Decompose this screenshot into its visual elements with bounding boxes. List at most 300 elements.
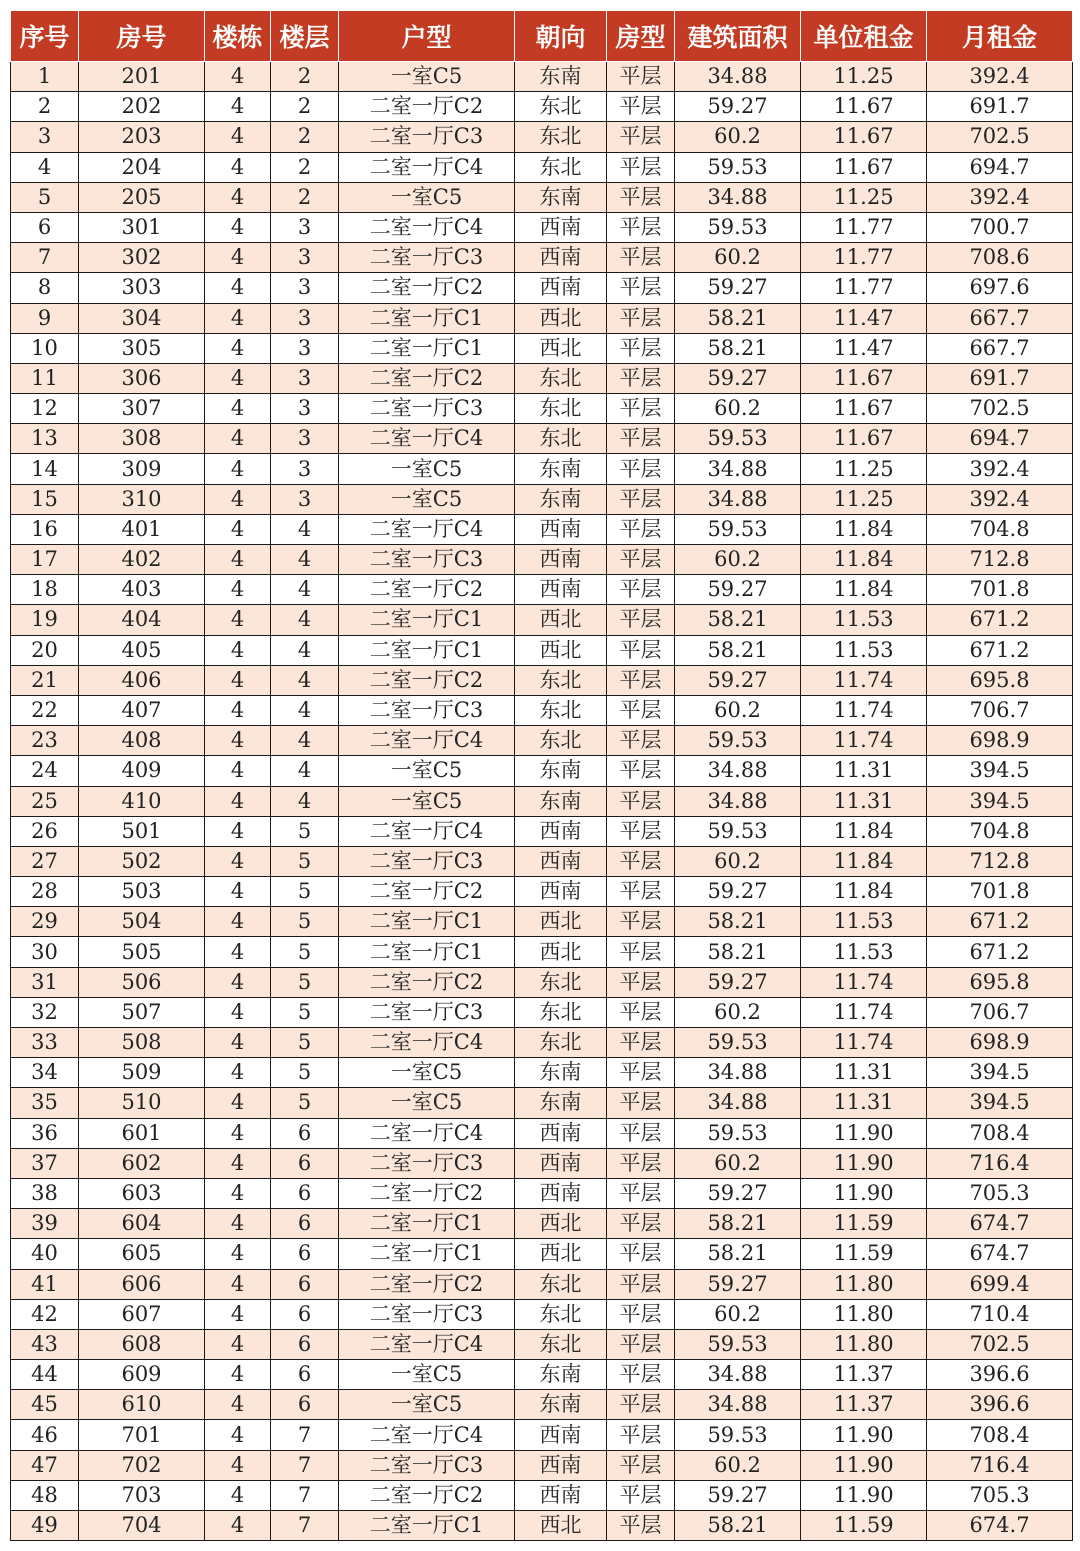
cell-room-number: 301	[79, 212, 205, 242]
cell-floor-area: 59.27	[675, 1480, 801, 1510]
cell-floor-area: 34.88	[675, 786, 801, 816]
cell-building: 4	[205, 1299, 271, 1329]
cell-building: 4	[205, 484, 271, 514]
header-building: 楼栋	[205, 11, 271, 62]
cell-orientation: 西南	[515, 1118, 607, 1148]
cell-index: 17	[11, 545, 79, 575]
cell-index: 35	[11, 1088, 79, 1118]
cell-unit-type: 二室一厅C2	[339, 1178, 515, 1208]
cell-unit-type: 一室C5	[339, 1088, 515, 1118]
cell-floor: 3	[271, 243, 339, 273]
table-row	[11, 243, 1073, 273]
cell-unit-type: 二室一厅C3	[339, 122, 515, 152]
cell-floor: 6	[271, 1269, 339, 1299]
cell-unit-type: 二室一厅C3	[339, 243, 515, 273]
cell-building: 4	[205, 816, 271, 846]
cell-room-number: 501	[79, 816, 205, 846]
table-row	[11, 846, 1073, 876]
cell-orientation: 东北	[515, 152, 607, 182]
cell-monthly-rent: 671.2	[927, 605, 1073, 635]
cell-floor-area: 59.53	[675, 514, 801, 544]
cell-building: 4	[205, 575, 271, 605]
table-row	[11, 1148, 1073, 1178]
cell-floor-area: 59.27	[675, 273, 801, 303]
cell-unit-rent: 11.90	[801, 1118, 927, 1148]
cell-unit-rent: 11.77	[801, 273, 927, 303]
cell-floor-area: 59.27	[675, 1269, 801, 1299]
header-room-style: 房型	[607, 11, 675, 62]
cell-room-number: 508	[79, 1028, 205, 1058]
table-row	[11, 756, 1073, 786]
cell-unit-type: 二室一厅C4	[339, 1028, 515, 1058]
cell-room-style: 平层	[607, 695, 675, 725]
cell-monthly-rent: 667.7	[927, 303, 1073, 333]
cell-room-number: 409	[79, 756, 205, 786]
table-row	[11, 424, 1073, 454]
cell-building: 4	[205, 846, 271, 876]
cell-monthly-rent: 702.5	[927, 1329, 1073, 1359]
cell-monthly-rent: 710.4	[927, 1299, 1073, 1329]
table-row	[11, 1299, 1073, 1329]
cell-monthly-rent: 674.7	[927, 1511, 1073, 1541]
header-index: 序号	[11, 11, 79, 62]
cell-monthly-rent: 699.4	[927, 1269, 1073, 1299]
cell-room-style: 平层	[607, 1450, 675, 1480]
cell-room-style: 平层	[607, 635, 675, 665]
cell-floor: 6	[271, 1299, 339, 1329]
cell-unit-type: 一室C5	[339, 454, 515, 484]
cell-unit-type: 一室C5	[339, 62, 515, 92]
cell-building: 4	[205, 937, 271, 967]
table-row	[11, 484, 1073, 514]
cell-room-style: 平层	[607, 1058, 675, 1088]
cell-floor: 6	[271, 1148, 339, 1178]
cell-monthly-rent: 712.8	[927, 545, 1073, 575]
cell-floor-area: 59.53	[675, 1028, 801, 1058]
cell-monthly-rent: 712.8	[927, 846, 1073, 876]
cell-floor: 3	[271, 363, 339, 393]
cell-room-style: 平层	[607, 1209, 675, 1239]
cell-room-number: 704	[79, 1511, 205, 1541]
cell-building: 4	[205, 424, 271, 454]
cell-floor-area: 60.2	[675, 1450, 801, 1480]
cell-floor-area: 34.88	[675, 454, 801, 484]
cell-building: 4	[205, 1118, 271, 1148]
cell-index: 15	[11, 484, 79, 514]
cell-room-style: 平层	[607, 1028, 675, 1058]
cell-room-style: 平层	[607, 846, 675, 876]
cell-room-number: 404	[79, 605, 205, 635]
table-row	[11, 92, 1073, 122]
cell-monthly-rent: 716.4	[927, 1148, 1073, 1178]
cell-unit-type: 二室一厅C1	[339, 1239, 515, 1269]
cell-room-number: 408	[79, 726, 205, 756]
cell-floor: 5	[271, 907, 339, 937]
cell-room-number: 701	[79, 1420, 205, 1450]
cell-room-number: 505	[79, 937, 205, 967]
table-row	[11, 303, 1073, 333]
cell-unit-rent: 11.80	[801, 1269, 927, 1299]
table-row	[11, 1450, 1073, 1480]
cell-index: 9	[11, 303, 79, 333]
cell-room-number: 609	[79, 1360, 205, 1390]
cell-floor-area: 59.53	[675, 816, 801, 846]
cell-building: 4	[205, 605, 271, 635]
cell-floor: 3	[271, 484, 339, 514]
cell-monthly-rent: 392.4	[927, 454, 1073, 484]
table-row	[11, 1118, 1073, 1148]
cell-unit-type: 二室一厅C4	[339, 1118, 515, 1148]
table-row	[11, 545, 1073, 575]
cell-unit-rent: 11.53	[801, 937, 927, 967]
cell-monthly-rent: 392.4	[927, 62, 1073, 92]
cell-floor: 3	[271, 212, 339, 242]
cell-room-number: 510	[79, 1088, 205, 1118]
cell-orientation: 东南	[515, 62, 607, 92]
header-room-number: 房号	[79, 11, 205, 62]
cell-room-number: 703	[79, 1480, 205, 1510]
cell-unit-rent: 11.67	[801, 92, 927, 122]
cell-unit-rent: 11.84	[801, 846, 927, 876]
cell-room-number: 205	[79, 182, 205, 212]
cell-unit-rent: 11.67	[801, 152, 927, 182]
cell-unit-type: 一室C5	[339, 182, 515, 212]
cell-index: 26	[11, 816, 79, 846]
cell-room-style: 平层	[607, 92, 675, 122]
cell-floor-area: 59.53	[675, 1118, 801, 1148]
cell-monthly-rent: 705.3	[927, 1480, 1073, 1510]
cell-floor: 5	[271, 1088, 339, 1118]
header-row	[11, 11, 1073, 62]
cell-index: 16	[11, 514, 79, 544]
table-row	[11, 695, 1073, 725]
cell-orientation: 东南	[515, 1390, 607, 1420]
cell-unit-type: 二室一厅C3	[339, 1299, 515, 1329]
cell-room-number: 406	[79, 665, 205, 695]
cell-index: 31	[11, 967, 79, 997]
cell-building: 4	[205, 907, 271, 937]
cell-floor: 6	[271, 1118, 339, 1148]
cell-floor-area: 59.53	[675, 212, 801, 242]
cell-room-style: 平层	[607, 937, 675, 967]
cell-orientation: 西北	[515, 333, 607, 363]
cell-unit-type: 二室一厅C2	[339, 665, 515, 695]
cell-floor-area: 34.88	[675, 1360, 801, 1390]
cell-index: 22	[11, 695, 79, 725]
cell-room-style: 平层	[607, 394, 675, 424]
table-row	[11, 62, 1073, 92]
cell-unit-rent: 11.31	[801, 1058, 927, 1088]
cell-orientation: 西北	[515, 907, 607, 937]
cell-index: 5	[11, 182, 79, 212]
cell-index: 21	[11, 665, 79, 695]
cell-monthly-rent: 701.8	[927, 877, 1073, 907]
cell-floor-area: 60.2	[675, 545, 801, 575]
cell-monthly-rent: 667.7	[927, 333, 1073, 363]
cell-unit-type: 二室一厅C2	[339, 1480, 515, 1510]
cell-orientation: 西南	[515, 545, 607, 575]
cell-room-style: 平层	[607, 1269, 675, 1299]
cell-floor-area: 58.21	[675, 605, 801, 635]
cell-unit-rent: 11.53	[801, 635, 927, 665]
cell-unit-rent: 11.84	[801, 575, 927, 605]
table-row	[11, 152, 1073, 182]
cell-floor-area: 60.2	[675, 1299, 801, 1329]
cell-floor: 7	[271, 1450, 339, 1480]
cell-index: 47	[11, 1450, 79, 1480]
cell-building: 4	[205, 786, 271, 816]
cell-orientation: 东南	[515, 1058, 607, 1088]
cell-orientation: 东北	[515, 363, 607, 393]
cell-unit-rent: 11.74	[801, 1028, 927, 1058]
cell-room-style: 平层	[607, 1118, 675, 1148]
cell-building: 4	[205, 152, 271, 182]
cell-unit-type: 二室一厅C1	[339, 605, 515, 635]
cell-monthly-rent: 698.9	[927, 1028, 1073, 1058]
cell-building: 4	[205, 545, 271, 575]
cell-floor-area: 34.88	[675, 62, 801, 92]
table-row	[11, 605, 1073, 635]
cell-floor-area: 59.27	[675, 575, 801, 605]
cell-building: 4	[205, 756, 271, 786]
cell-unit-rent: 11.47	[801, 303, 927, 333]
cell-building: 4	[205, 1239, 271, 1269]
cell-unit-type: 一室C5	[339, 786, 515, 816]
cell-room-number: 504	[79, 907, 205, 937]
cell-floor: 4	[271, 545, 339, 575]
cell-room-number: 407	[79, 695, 205, 725]
cell-monthly-rent: 394.5	[927, 1088, 1073, 1118]
cell-unit-rent: 11.80	[801, 1329, 927, 1359]
cell-monthly-rent: 708.4	[927, 1420, 1073, 1450]
cell-floor-area: 59.27	[675, 1178, 801, 1208]
cell-unit-type: 二室一厅C4	[339, 212, 515, 242]
cell-floor: 4	[271, 514, 339, 544]
cell-floor: 5	[271, 967, 339, 997]
cell-unit-type: 二室一厅C4	[339, 726, 515, 756]
cell-unit-rent: 11.25	[801, 484, 927, 514]
table-row	[11, 967, 1073, 997]
cell-monthly-rent: 701.8	[927, 575, 1073, 605]
cell-building: 4	[205, 1088, 271, 1118]
cell-floor: 3	[271, 333, 339, 363]
table-row	[11, 877, 1073, 907]
cell-room-style: 平层	[607, 1088, 675, 1118]
cell-unit-type: 二室一厅C4	[339, 1420, 515, 1450]
cell-building: 4	[205, 877, 271, 907]
cell-unit-type: 二室一厅C2	[339, 92, 515, 122]
cell-unit-type: 二室一厅C3	[339, 997, 515, 1027]
cell-index: 6	[11, 212, 79, 242]
cell-building: 4	[205, 1329, 271, 1359]
cell-orientation: 西南	[515, 1420, 607, 1450]
cell-building: 4	[205, 1511, 271, 1541]
cell-unit-rent: 11.84	[801, 877, 927, 907]
cell-monthly-rent: 394.5	[927, 1058, 1073, 1088]
cell-building: 4	[205, 182, 271, 212]
cell-building: 4	[205, 92, 271, 122]
cell-floor-area: 34.88	[675, 1390, 801, 1420]
cell-unit-rent: 11.90	[801, 1480, 927, 1510]
cell-unit-type: 二室一厅C1	[339, 937, 515, 967]
cell-building: 4	[205, 726, 271, 756]
cell-orientation: 西南	[515, 816, 607, 846]
cell-unit-rent: 11.90	[801, 1420, 927, 1450]
cell-floor-area: 34.88	[675, 1058, 801, 1088]
cell-unit-rent: 11.90	[801, 1148, 927, 1178]
cell-floor-area: 59.53	[675, 1420, 801, 1450]
cell-room-style: 平层	[607, 454, 675, 484]
cell-room-number: 304	[79, 303, 205, 333]
cell-floor: 2	[271, 152, 339, 182]
cell-monthly-rent: 705.3	[927, 1178, 1073, 1208]
cell-orientation: 东南	[515, 454, 607, 484]
cell-monthly-rent: 708.4	[927, 1118, 1073, 1148]
cell-orientation: 西南	[515, 514, 607, 544]
cell-unit-type: 二室一厅C4	[339, 514, 515, 544]
cell-room-number: 403	[79, 575, 205, 605]
cell-floor: 6	[271, 1390, 339, 1420]
cell-floor: 3	[271, 424, 339, 454]
cell-index: 8	[11, 273, 79, 303]
rent-table-container	[10, 10, 1073, 1541]
cell-orientation: 东北	[515, 997, 607, 1027]
cell-building: 4	[205, 1209, 271, 1239]
cell-building: 4	[205, 454, 271, 484]
cell-unit-rent: 11.37	[801, 1390, 927, 1420]
cell-building: 4	[205, 967, 271, 997]
cell-room-number: 302	[79, 243, 205, 273]
table-row	[11, 635, 1073, 665]
cell-floor: 4	[271, 665, 339, 695]
cell-floor: 5	[271, 816, 339, 846]
cell-unit-rent: 11.53	[801, 907, 927, 937]
cell-monthly-rent: 704.8	[927, 514, 1073, 544]
header-monthly-rent: 月租金	[927, 11, 1073, 62]
cell-orientation: 西北	[515, 1511, 607, 1541]
header-floor: 楼层	[271, 11, 339, 62]
cell-monthly-rent: 702.5	[927, 394, 1073, 424]
header-floor-area: 建筑面积	[675, 11, 801, 62]
cell-room-number: 603	[79, 1178, 205, 1208]
cell-monthly-rent: 394.5	[927, 756, 1073, 786]
cell-index: 45	[11, 1390, 79, 1420]
cell-unit-type: 二室一厅C2	[339, 575, 515, 605]
cell-orientation: 西北	[515, 1239, 607, 1269]
cell-floor: 7	[271, 1511, 339, 1541]
cell-building: 4	[205, 303, 271, 333]
cell-orientation: 西南	[515, 877, 607, 907]
cell-unit-type: 一室C5	[339, 1360, 515, 1390]
cell-floor-area: 58.21	[675, 303, 801, 333]
table-row	[11, 122, 1073, 152]
cell-index: 18	[11, 575, 79, 605]
cell-floor: 2	[271, 122, 339, 152]
cell-index: 7	[11, 243, 79, 273]
cell-unit-type: 二室一厅C2	[339, 967, 515, 997]
cell-index: 1	[11, 62, 79, 92]
table-row	[11, 1360, 1073, 1390]
cell-unit-type: 二室一厅C3	[339, 846, 515, 876]
cell-room-style: 平层	[607, 1511, 675, 1541]
cell-room-style: 平层	[607, 1148, 675, 1178]
table-row	[11, 1058, 1073, 1088]
cell-index: 33	[11, 1028, 79, 1058]
cell-orientation: 东南	[515, 756, 607, 786]
cell-floor: 7	[271, 1480, 339, 1510]
cell-unit-rent: 11.84	[801, 545, 927, 575]
cell-building: 4	[205, 243, 271, 273]
cell-monthly-rent: 694.7	[927, 152, 1073, 182]
table-row	[11, 454, 1073, 484]
cell-room-style: 平层	[607, 1420, 675, 1450]
cell-room-style: 平层	[607, 1480, 675, 1510]
cell-monthly-rent: 695.8	[927, 665, 1073, 695]
cell-unit-rent: 11.67	[801, 394, 927, 424]
cell-room-number: 303	[79, 273, 205, 303]
cell-index: 40	[11, 1239, 79, 1269]
cell-index: 38	[11, 1178, 79, 1208]
cell-floor-area: 59.27	[675, 877, 801, 907]
cell-floor: 3	[271, 394, 339, 424]
cell-floor-area: 34.88	[675, 756, 801, 786]
cell-monthly-rent: 396.6	[927, 1390, 1073, 1420]
cell-unit-type: 一室C5	[339, 484, 515, 514]
cell-room-style: 平层	[607, 786, 675, 816]
cell-room-style: 平层	[607, 816, 675, 846]
table-row	[11, 1269, 1073, 1299]
cell-floor: 5	[271, 997, 339, 1027]
cell-orientation: 东北	[515, 665, 607, 695]
cell-index: 13	[11, 424, 79, 454]
cell-floor: 4	[271, 786, 339, 816]
cell-floor-area: 59.27	[675, 92, 801, 122]
cell-building: 4	[205, 1148, 271, 1178]
cell-floor: 5	[271, 937, 339, 967]
cell-floor: 4	[271, 726, 339, 756]
cell-building: 4	[205, 62, 271, 92]
cell-room-style: 平层	[607, 575, 675, 605]
rent-table	[10, 10, 1073, 1541]
cell-index: 19	[11, 605, 79, 635]
cell-building: 4	[205, 1420, 271, 1450]
cell-room-number: 308	[79, 424, 205, 454]
table-body	[11, 62, 1073, 1541]
cell-unit-type: 二室一厅C3	[339, 545, 515, 575]
cell-building: 4	[205, 695, 271, 725]
cell-room-number: 405	[79, 635, 205, 665]
cell-building: 4	[205, 1480, 271, 1510]
cell-orientation: 东北	[515, 726, 607, 756]
cell-room-number: 702	[79, 1450, 205, 1480]
table-row	[11, 1239, 1073, 1269]
cell-orientation: 西南	[515, 212, 607, 242]
cell-floor-area: 34.88	[675, 1088, 801, 1118]
cell-room-style: 平层	[607, 182, 675, 212]
cell-orientation: 东北	[515, 1299, 607, 1329]
cell-floor-area: 59.53	[675, 1329, 801, 1359]
cell-unit-rent: 11.31	[801, 1088, 927, 1118]
cell-monthly-rent: 695.8	[927, 967, 1073, 997]
cell-unit-type: 二室一厅C4	[339, 816, 515, 846]
cell-floor: 5	[271, 846, 339, 876]
cell-floor: 4	[271, 756, 339, 786]
cell-room-style: 平层	[607, 1390, 675, 1420]
cell-building: 4	[205, 1178, 271, 1208]
cell-floor-area: 59.53	[675, 726, 801, 756]
cell-floor: 5	[271, 1058, 339, 1088]
table-row	[11, 394, 1073, 424]
